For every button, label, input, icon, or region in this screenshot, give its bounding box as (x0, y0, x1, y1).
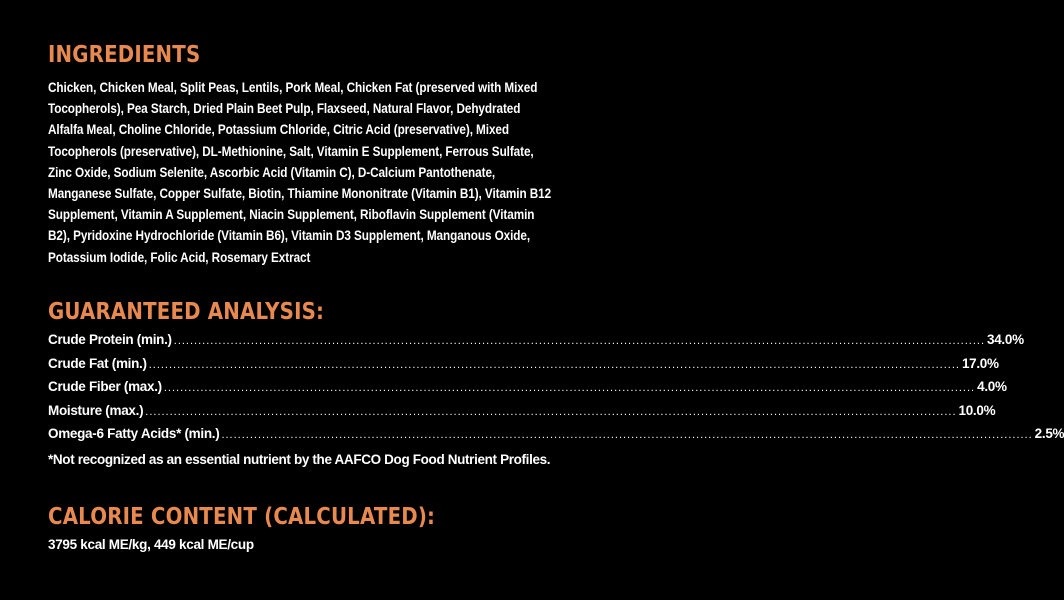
analysis-row-value: 10.0% (958, 402, 996, 418)
dot-leader: ........................................................................................................................................................................................................ (221, 429, 1033, 441)
analysis-row (48, 332, 1024, 356)
dot-leader: ........................................................................................................................................................................................................ (148, 358, 960, 371)
dot-leader: ........................................................................................................................................................................................................ (163, 382, 976, 394)
analysis-row-value: 4.0% (977, 379, 1007, 394)
analysis-row-name: Crude Fat (min.) (48, 355, 147, 371)
nutrition-label (48, 42, 1064, 552)
analysis-row (48, 355, 999, 380)
analysis-row-name: Crude Fiber (max.) (48, 379, 162, 394)
analysis-row (48, 379, 1007, 403)
ingredients-heading: INGREDIENTS (48, 42, 201, 68)
analysis-footnote: *Not recognized as an essential nutrient by the AAFCO Dog Food Nutrient Profiles. (48, 451, 551, 467)
dot-leader: ........................................................................................................................................................................................................ (173, 335, 985, 347)
guaranteed-analysis-table (48, 332, 1064, 467)
analysis-row (48, 426, 1064, 450)
analysis-row-value: 2.5% (1034, 426, 1064, 441)
analysis-row-name: Omega-6 Fatty Acids* (min.) (48, 426, 220, 441)
analysis-row-name: Moisture (max.) (48, 402, 144, 418)
analysis-row-name: Crude Protein (min.) (48, 332, 172, 347)
analysis-row (48, 402, 996, 427)
calorie-content-heading: CALORIE CONTENT (CALCULATED): (48, 504, 436, 530)
analysis-row-value: 34.0% (987, 332, 1024, 347)
ingredients-list: Chicken, Chicken Meal, Split Peas, Lentils, Pork Meal, Chicken Fat (preserved with Mixed Tocopherols), Pea Starch, Dried Plain Beet Pulp, Flaxseed, Natural Flavor, Dehydrated Alfalfa Meal, Choline Chloride, Potassium Chloride, Citric Acid (preservative), Mixed Tocopherols (preservative), DL-Methionine, Salt, Vitamin E Supplement, Ferrous Sulfate, Zinc Oxide, Sodium Selenite, Ascorbic Acid (Vitamin C), D-Calcium Pantothenate, Manganese Sulfate, Copper Sulfate, Biotin, Thiamine Mononitrate (Vitamin B1), Vitamin B12 Supplement, Vitamin A Supplement, Niacin Supplement, Riboflavin Supplement (Vitamin B2), Pyridoxine Hydrochloride (Vitamin B6), Vitamin D3 Supplement, Manganous Oxide, Potassium Iodide, Folic Acid, Rosemary Extract (48, 79, 552, 265)
guaranteed-analysis-heading: GUARANTEED ANALYSIS: (48, 299, 325, 325)
calorie-content-value: 3795 kcal ME/kg, 449 kcal ME/cup (48, 537, 254, 552)
analysis-row-value: 17.0% (961, 355, 999, 371)
dot-leader: ........................................................................................................................................................................................................ (145, 405, 957, 418)
